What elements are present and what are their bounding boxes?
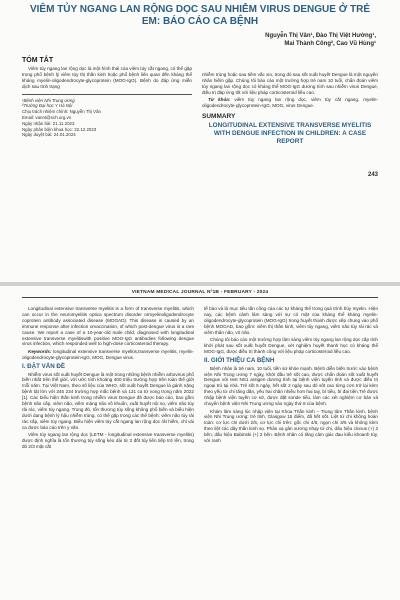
abstract-continuation: nhiễm trùng hoặc sau tiêm vắc xin, trong đó sau sốt xuất huyết Dengue là một nguyên nhân hiếm gặp. Chúng tôi báo cáo một trường hợp trẻ nam 10 tuổi, chẩn đoán viêm tủy ngang lan rộng dọc có kháng thể MOG-IgG dương tính sau nhiễm virus Dengue, điều trị đáp ứng tốt với liệu pháp corticosteroid liều cao.	[202, 72, 378, 95]
received-date: Ngày nhận bài: 21.11.2023	[22, 120, 75, 126]
article-title-en: LONGITUDINAL EXTENSIVE TRANSVERSE MYELITIS WITH DENGUE INFECTION IN CHILDREN: A CASE REPORT	[208, 121, 372, 145]
affiliation-2: ²Trường Đại học Y Hà Nội	[22, 103, 73, 109]
abstract-heading: TÓM TẮT	[22, 57, 54, 64]
keywords-text: viêm tủy ngang lan rộng dọc, viêm tủy cắt ngang, myelin-oligodendrocyte-glycoprotein-IgG, MOG, virus Dengue.	[202, 97, 378, 109]
journal-page-2	[0, 286, 400, 600]
keywords-en-label: Keywords:	[28, 348, 52, 354]
divider	[22, 94, 192, 95]
keywords-vi	[202, 97, 378, 109]
right-column-p2	[204, 306, 378, 445]
accepted-date: Ngày duyệt bài: 24.01.2024	[22, 132, 76, 138]
review-date: Ngày phản biện khoa học: 22.12.2023	[22, 126, 97, 132]
section-2-paragraph-1: Bệnh nhân là trẻ nam, 10 tuổi, tiền sử khỏe mạnh. Bệnh diễn biến trước vào bệnh viện Nhi Trung ương 7 ngày, khởi đầu trẻ sốt cao, được chẩn đoán sốt xuất huyết Dengue với test NS1 antigen dương tính tại bệnh viện tuyến tỉnh và được điều trị ngoại trú tại nhà. Trẻ sốt 5 ngày, hết sốt 2 ngày sau đó sốt cao từng cơn trở lại kèm theo yếu tứ chi tăng dần, yếu hai chân nhiều hơn hai tay, bí tiểu, bí đại tiện.Trẻ được nhập bệnh viện tuyến cơ sở, được đặt sonde tiểu, làm các xét nghiệm cơ bản và chuyển bệnh viện Nhi Trung ương vào ngày thứ 8 của bệnh.	[204, 365, 378, 407]
article-title-vi: VIÊM TỦY NGANG LAN RỘNG DỌC SAU NHIỄM VIRUS DENGUE Ở TRẺ EM: BÁO CÁO CA BỆNH	[29, 4, 371, 27]
email-line: Email: vannt@nch.org.vn	[22, 114, 72, 120]
keywords-en-text: longitudinal extensive transverse myelitis,transverse myelitis, myelin-oligodendrocyte-glycoprotein-IgG, MOG, Dengue virus.	[22, 348, 194, 360]
author-line-2: Mai Thành Công², Cao Vũ Hùng¹	[284, 41, 376, 47]
keywords-en	[22, 349, 194, 361]
keywords-label: Từ khóa:	[208, 97, 231, 103]
section-1-paragraph-2: Viêm tủy ngang lan rộng dọc (LETM - longitudinal extensive transverse myelitis) được định nghĩa là tổn thương tủy sống kéo dài từ 3 đốt tủy liên tiếp trở lên, trong đó 2/3 mặt cắt	[22, 432, 194, 449]
section-2-heading: II. GIỚI THIỆU CA BỆNH	[204, 356, 275, 364]
running-head: VIETNAM MEDICAL JOURNAL Nº1B - FEBRUARY - 2024	[22, 290, 378, 298]
abstract-text-vi: Viêm tủy ngang lan rộng dọc là một hình thái của viêm tủy cắt ngang, có thể gặp trong phổ bệnh lý viêm tủy thị thần kinh hoặc phổ bệnh liên quan đến kháng thể kháng myelin-oligodendrocyte-glycoprotein (MOG-IgG). Bệnh do đáp ứng miễn dịch sau tình trạng	[22, 65, 192, 89]
author-line-1: Nguyễn Thị Vân¹, Đào Thị Việt Hường¹,	[265, 33, 376, 39]
abstract-column	[22, 58, 192, 138]
article-info	[22, 98, 192, 139]
author-list	[206, 32, 376, 48]
section-1-paragraph-1: Nhiễm virus sốt xuất huyết Dengue là một trong những bệnh nhiễm arbovirus phổ biến nhất trên thế giới, với ước tính khoảng 400 triệu trường hợp trên toàn thế giới mỗi năm. Tại Việt Nam, theo số liệu của WHO, sốt xuất huyết Dengue là gánh nặng bệnh tật lớn với 345 234 trường hợp mắc bệnh và 131 ca tử vong trong năm 2022 [1]. Các biểu hiện thần kinh trong nhiễm virus Dengue đã được báo cáo, bao gồm bệnh não cấp, viêm não, viêm màng não vô khuẩn, xuất huyết nội sọ, viêm não tủy rải rác, viêm tủy ngang. Trong đó, tổn thương tủy sống không phổ biến và biểu hiện dưới dạng bệnh lý hậu nhiễm trùng, có thể gặp trong các thể bệnh: viêm não tủy rải rác cấp, viêm tủy ngang. Biểu hiện viêm tủy cắt ngang lan rộng dọc rất hiếm, chỉ vài ca được báo cáo trên y văn.	[22, 371, 194, 430]
summary-text-en: Longitudinal extensive transverse myelitis is a form of transverse myelitis, which can occur in the neuromyelitis optica spectrum disorder ormyelinoligodendrocyte coprotein antibody associated disease (MOGAD). This disease is caused by an immune response after infection orvaccination, of which post-dengue virus is a rare cause. We report a case of a 10-year-old male child, diagnosed with longitudinal extensive transverse myelitiswith positive MOG-IgG antibodies following dengue virus infection, which responded well to high-dose corticosteroid therapy.	[22, 306, 194, 347]
section-1-paragraph-3: Chúng tôi báo cáo một trường hợp lâm sàng viêm tủy ngang lan rộng dọc cấp tính khởi phát sau sốt xuất huyết Dengue, xét nghiệm huyết thanh học có kháng thể MOG-IgG, được điều trị thành công với liệu pháp corticosteroid liều cao.	[204, 337, 378, 354]
section-2-paragraph-2: Khám lâm sàng lúc nhập viện tại Khoa Thần kinh – Trung tâm Thần kinh, bệnh viện Nhi Trung ương: trẻ tỉnh, Glasgow 15 điểm, đã hết sốt. Liệt tứ chi không hoàn toàn: cơ lực chi dưới 2/5, cơ lực chi trên: gốc chi 4/5, ngọn chi 3/5 và không kèm theo liệt các dây thần kinh sọ. Phản xạ gân xương nhạy tứ chi, dấu hiệu clonus (+) 2 bên, dấu hiệu Babinski (+) 2 bên. Bệnh nhân có tăng cảm giác đau kiểu khoanh tủy, với ranh	[204, 408, 378, 444]
left-column-p2	[22, 306, 194, 451]
right-column-p1	[202, 72, 378, 148]
journal-page-243	[0, 0, 400, 282]
section-1-heading: I. ĐẶT VẤN ĐỀ	[22, 362, 65, 370]
affiliation-1: ¹Bệnh viện Nhi Trung ương	[22, 97, 75, 103]
corresponding-author: Chịu trách nhiệm chính: Nguyễn Thị Vân	[22, 109, 101, 115]
page-number: 243	[367, 172, 378, 178]
section-1-continuation: tế bào và là mục tiêu tấn công của các tự kháng thể trong quá trình hủy myelin. Hiện nay, các bệnh cảnh lâm sàng với sự có mặt của kháng thể kháng myelin-oligodendrocyte-glycoprotein (MOG-IgG) trong huyết thanh được xếp chung vào phổ bệnh MOGAD, bao gồm: viêm thị thần kinh, viêm tủy ngang, viêm não tủy rải rác và viêm thân não, vỏ não.	[204, 306, 378, 335]
summary-heading: SUMMARY	[202, 112, 236, 120]
